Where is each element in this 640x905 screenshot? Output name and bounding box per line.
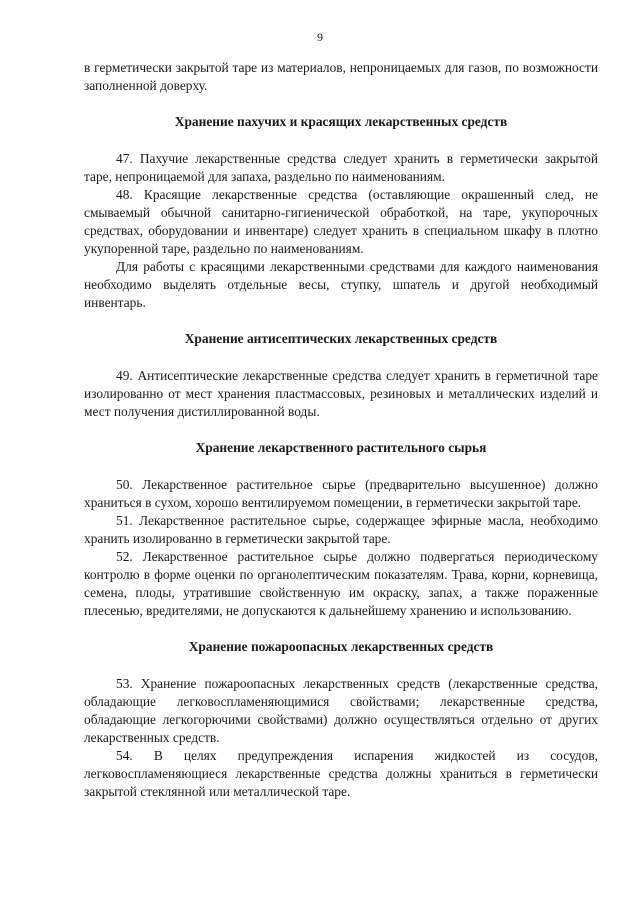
paragraph-54: 54. В целях предупреждения испарения жидкостей из сосудов, легковоспламеняющиеся лекарственные средства должны храниться в герметически закрытой стеклянной или металлической таре. <box>84 748 598 799</box>
page-number: 9 <box>317 30 323 44</box>
intro-paragraph: в герметически закрытой таре из материалов, непроницаемых для газов, по возможности заполненной доверху. <box>84 60 598 93</box>
document-body <box>84 59 598 801</box>
section-heading-antiseptic: Хранение антисептических лекарственных средств <box>184 331 498 346</box>
section-heading-flammable: Хранение пожароопасных лекарственных средств <box>188 639 494 654</box>
paragraph-47: 47. Пахучие лекарственные средства следует хранить в герметически закрытой таре, непроницаемой для запаха, раздельно по наименованиям. <box>84 151 598 184</box>
paragraph-48: 48. Красящие лекарственные средства (оставляющие окрашенный след, не смываемый обычной санитарно-гигиенической обработкой, на таре, укупорочных средствах, оборудовании и инвентаре) следует хранить в специальном шкафу в плотно укупоренной таре, раздельно по наименованиям. <box>84 187 598 256</box>
paragraph-52: 52. Лекарственное растительное сырье должно подвергаться периодическому контролю в форме оценки по органолептическим показателям. Трава, корни, корневища, семена, плоды, утратившие свойственную им окраску, запах, а также пораженные плесенью, вредителями, не допускаются к дальнейшему хранению и использованию. <box>84 549 598 618</box>
paragraph-53: 53. Хранение пожароопасных лекарственных средств (лекарственные средства, обладающие легковоспламеняющимися свойствами; лекарственные средства, обладающие легкогорючими свойствами) должно осуществляться отдельно от других лекарственных средств. <box>84 676 598 745</box>
paragraph-50: 50. Лекарственное растительное сырье (предварительно высушенное) должно храниться в сухом, хорошо вентилируемом помещении, в герметически закрытой таре. <box>84 477 598 510</box>
paragraph-51: 51. Лекарственное растительное сырье, содержащее эфирные масла, необходимо хранить изолированно в герметически закрытой таре. <box>84 513 598 546</box>
section-heading-odorous-coloring: Хранение пахучих и красящих лекарственных средств <box>174 114 508 129</box>
paragraph-48-continuation: Для работы с красящими лекарственными средствами для каждого наименования необходимо выделять отдельные весы, ступку, шпатель и другой необходимый инвентарь. <box>84 259 598 310</box>
paragraph-49: 49. Антисептические лекарственные средства следует хранить в герметичной таре изолированно от мест хранения пластмассовых, резиновых и металлических изделий и мест получения дистиллированной воды. <box>84 368 598 419</box>
section-heading-herbal-raw-materials: Хранение лекарственного растительного сырья <box>195 440 487 455</box>
